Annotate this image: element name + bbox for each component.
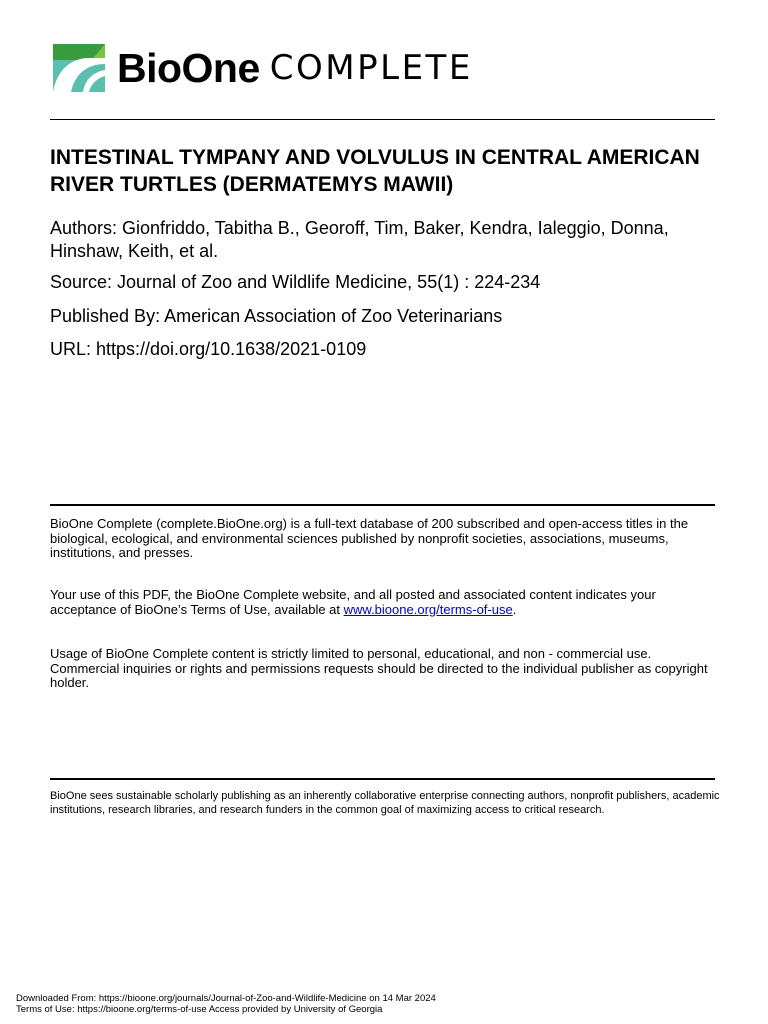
bioone-logo <box>53 44 473 92</box>
logo-brand-text: BioOne <box>117 45 260 91</box>
mission-divider <box>50 778 715 780</box>
notice-terms <box>50 588 722 617</box>
notice-divider <box>50 504 715 506</box>
logo-product-text: COMPLETE <box>269 48 473 88</box>
notice-terms-end: . <box>512 601 517 617</box>
article-title: INTESTINAL TYMPANY AND VOLVULUS IN CENTRAL AMERICAN RIVER TURTLES (DERMATEMYS MAWII) <box>50 146 700 196</box>
terms-of-use-link[interactable]: www.bioone.org/terms-of-use <box>343 601 513 617</box>
notice-terms-text: Your use of this PDF, the BioOne Complete website, and all posted and associated content indicates your acceptance of BioOne’s Terms of Use, available at <box>50 587 656 617</box>
header-divider <box>50 119 715 120</box>
article-publisher: Published By: American Association of Zoo Veterinarians <box>50 306 503 326</box>
article-source: Source: Journal of Zoo and Wildlife Medicine, 55(1) : 224-234 <box>50 272 541 292</box>
notice-database: BioOne Complete (complete.BioOne.org) is a full-text database of 200 subscribed and open-access titles in the biological, ecological, and environmental sciences published by nonprofit societies, associations, museums, institutions, and presses. <box>50 516 689 560</box>
article-authors: Authors: Gionfriddo, Tabitha B., Georoff, Tim, Baker, Kendra, Ialeggio, Donna, Hinshaw, Keith, et al. <box>50 218 669 261</box>
mission-statement: BioOne sees sustainable scholarly publishing as an inherently collaborative enterprise connecting authors, nonprofit publishers, academic institutions, research libraries, and research funders in the common goal of maximizing access to critical research. <box>50 790 720 816</box>
bioone-leaf-icon <box>53 44 105 92</box>
footer-downloaded: Downloaded From: https://bioone.org/journals/Journal-of-Zoo-and-Wildlife-Medicine on 14 Mar 2024 <box>16 993 436 1004</box>
article-url[interactable]: URL: https://doi.org/10.1638/2021-0109 <box>50 339 367 359</box>
notice-usage: Usage of BioOne Complete content is strictly limited to personal, educational, and non - commercial use. Commercial inquiries or rights and permissions requests should be directed to the individual publisher as copyright holder. <box>50 646 708 690</box>
footer-terms: Terms of Use: https://bioone.org/terms-of-use Access provided by University of Georgia <box>16 1004 383 1015</box>
